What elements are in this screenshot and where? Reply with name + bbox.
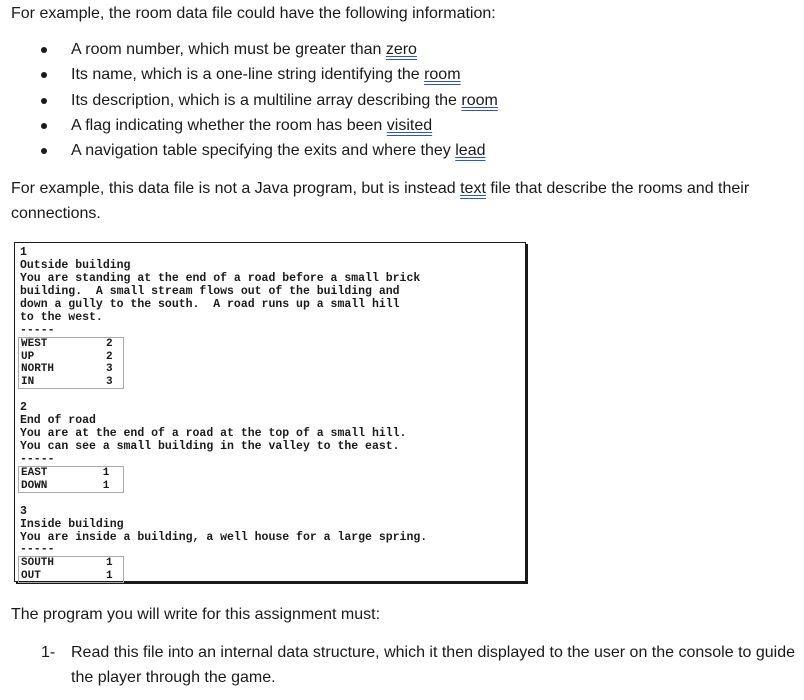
- table-row: [19, 570, 124, 583]
- exit-target: 2: [105, 350, 113, 363]
- separator: -----: [20, 324, 55, 337]
- table-row: [19, 557, 124, 570]
- intro-paragraph: For example, the room data file could have the following information:: [11, 5, 496, 22]
- paragraph-text: file that describe the rooms and their connections.: [11, 180, 750, 222]
- spellcheck-word[interactable]: zero: [385, 41, 417, 58]
- requirements-heading: The program you will write for this assignment must:: [11, 606, 381, 623]
- room-data-file-box: [14, 242, 526, 582]
- room-1-text: 1 Outside building You are standing at the end of a road before a small brick building. A small stream flows out of the building and down a gully to the south. A road runs up a small hill to the west.: [20, 246, 421, 324]
- exit-direction: NORTH: [21, 363, 55, 375]
- table-row: [19, 363, 124, 376]
- exit-target: 3: [105, 363, 113, 375]
- table-row: [19, 480, 124, 493]
- exit-direction: IN: [21, 375, 35, 388]
- exit-direction: EAST: [21, 467, 48, 479]
- data-file-paragraph: [11, 176, 801, 226]
- list-number: 1-: [41, 644, 56, 661]
- room-3-text: 3 Inside building You are inside a building, a well house for a large spring.: [20, 505, 428, 544]
- list-item-text: Its description, which is a multiline array describing the: [71, 92, 462, 109]
- exit-target: 1: [102, 479, 110, 492]
- spellcheck-word[interactable]: room: [461, 92, 498, 109]
- spellcheck-word[interactable]: text: [460, 180, 486, 197]
- spellcheck-word[interactable]: visited: [386, 117, 433, 134]
- separator: -----: [20, 543, 55, 556]
- exit-direction: WEST: [21, 338, 48, 350]
- exit-target: 1: [105, 557, 113, 569]
- room-2-text: 2 End of road You are at the end of a road at the top of a small hill. You can see a small building in the valley to the east.: [20, 401, 407, 453]
- room-3-exits-table: [18, 556, 124, 583]
- list-item-text: A flag indicating whether the room has been: [71, 117, 387, 134]
- separator: -----: [20, 453, 55, 466]
- exit-target: 1: [102, 467, 110, 479]
- list-item-text: A room number, which must be greater than: [71, 41, 386, 58]
- spellcheck-word[interactable]: lead: [455, 142, 486, 159]
- exit-target: 1: [105, 569, 113, 582]
- bullet-icon: [41, 148, 47, 154]
- table-row: [19, 338, 124, 351]
- bullet-icon: [41, 72, 47, 78]
- table-row: [19, 467, 124, 480]
- exit-direction: DOWN: [21, 479, 48, 492]
- spellcheck-word[interactable]: room: [424, 66, 461, 83]
- paragraph-text: For example, this data file is not a Java program, but is instead: [11, 180, 461, 197]
- bullet-icon: [41, 47, 47, 53]
- list-item-text: Read this file into an internal data structure, which it then displayed to the user on the console to guide the player through the game.: [71, 644, 795, 686]
- table-row: [19, 351, 124, 364]
- room-2-exits-table: [18, 466, 124, 493]
- list-item-text: A navigation table specifying the exits and where they: [71, 142, 456, 159]
- bullet-icon: [41, 123, 47, 129]
- exit-target: 2: [105, 338, 113, 350]
- exit-direction: OUT: [21, 569, 41, 582]
- exit-direction: SOUTH: [21, 557, 55, 569]
- room-1-exits-table: [18, 337, 124, 389]
- exit-target: 3: [105, 375, 113, 388]
- exit-direction: UP: [21, 350, 35, 363]
- list-item-text: Its name, which is a one-line string identifying the: [71, 66, 425, 83]
- table-row: [19, 376, 124, 389]
- bullet-icon: [41, 98, 47, 104]
